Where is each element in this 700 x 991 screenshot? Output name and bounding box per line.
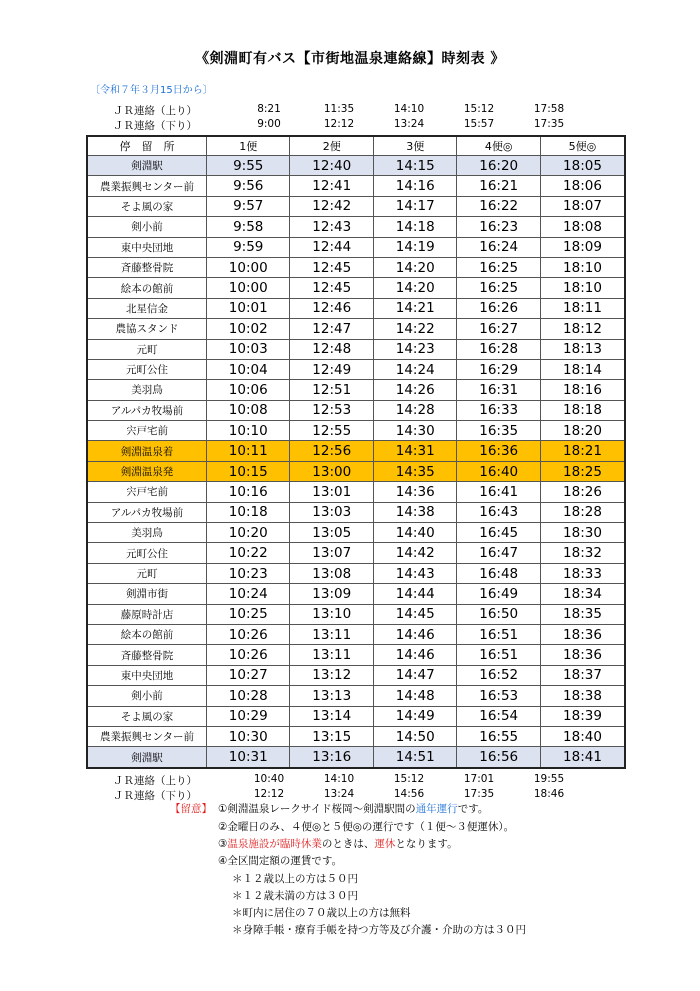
departure-time: 14:36 — [373, 482, 456, 502]
jr-connection-label: ＪＲ連絡（上り） — [113, 775, 197, 787]
table-row — [87, 176, 625, 196]
stop-name: 美羽鳥 — [87, 380, 207, 400]
note-3 — [218, 836, 458, 851]
departure-time: 16:43 — [457, 502, 540, 522]
departure-time: 13:08 — [290, 563, 373, 583]
departure-time: 13:03 — [290, 502, 373, 522]
departure-time: 18:21 — [540, 441, 625, 461]
departure-time: 18:37 — [540, 665, 625, 685]
stop-name: 剣小前 — [87, 686, 207, 706]
table-row — [87, 624, 625, 644]
table-row — [87, 726, 625, 746]
departure-time: 14:44 — [373, 584, 456, 604]
departure-time: 10:16 — [207, 482, 290, 502]
departure-time: 16:41 — [457, 482, 540, 502]
departure-time: 10:02 — [207, 319, 290, 339]
departure-time: 18:18 — [540, 400, 625, 420]
departure-time: 14:28 — [373, 400, 456, 420]
departure-time: 9:58 — [207, 217, 290, 237]
departure-time: 14:17 — [373, 196, 456, 216]
stop-name: 斉藤整骨院 — [87, 645, 207, 665]
table-row — [87, 278, 625, 298]
departure-time: 16:23 — [457, 217, 540, 237]
jr-connection-time: 15:57 — [463, 118, 495, 130]
stop-name: 剣小前 — [87, 217, 207, 237]
departure-time: 14:42 — [373, 543, 456, 563]
table-row — [87, 298, 625, 318]
stop-name: 農協スタンド — [87, 319, 207, 339]
departure-time: 9:55 — [207, 156, 290, 176]
table-row — [87, 502, 625, 522]
departure-time: 14:18 — [373, 217, 456, 237]
departure-time: 16:25 — [457, 257, 540, 277]
table-row — [87, 523, 625, 543]
departure-time: 18:36 — [540, 645, 625, 665]
departure-time: 14:16 — [373, 176, 456, 196]
jr-connection-time: 13:24 — [393, 118, 425, 130]
note-1-text: ①剣淵温泉レークサイド桜岡～剣淵駅間の — [218, 803, 416, 815]
departure-time: 16:29 — [457, 359, 540, 379]
header-run: 3便 — [373, 136, 456, 156]
departure-time: 12:40 — [290, 156, 373, 176]
departure-time: 14:35 — [373, 461, 456, 481]
header-run: 1便 — [207, 136, 290, 156]
header-run: 5便◎ — [540, 136, 625, 156]
departure-time: 18:36 — [540, 624, 625, 644]
departure-time: 10:06 — [207, 380, 290, 400]
jr-connection-label: ＪＲ連絡（上り） — [113, 105, 197, 117]
departure-time: 18:10 — [540, 257, 625, 277]
departure-time: 18:28 — [540, 502, 625, 522]
departure-time: 12:43 — [290, 217, 373, 237]
table-row — [87, 237, 625, 257]
note-3-suspend: 運休 — [374, 838, 396, 850]
departure-time: 18:10 — [540, 278, 625, 298]
jr-connection-label: ＪＲ連絡（下り） — [113, 120, 197, 132]
stop-name: 元町公住 — [87, 359, 207, 379]
departure-time: 10:20 — [207, 523, 290, 543]
departure-time: 10:25 — [207, 604, 290, 624]
departure-time: 10:26 — [207, 624, 290, 644]
departure-time: 13:00 — [290, 461, 373, 481]
jr-connection-row — [90, 103, 630, 118]
departure-time: 18:16 — [540, 380, 625, 400]
departure-time: 10:27 — [207, 665, 290, 685]
departure-time: 16:56 — [457, 747, 540, 768]
departure-time: 18:20 — [540, 421, 625, 441]
departure-time: 12:41 — [290, 176, 373, 196]
table-row — [87, 421, 625, 441]
departure-time: 10:29 — [207, 706, 290, 726]
departure-time: 12:51 — [290, 380, 373, 400]
departure-time: 16:54 — [457, 706, 540, 726]
table-row — [87, 217, 625, 237]
departure-time: 14:31 — [373, 441, 456, 461]
departure-time: 18:09 — [540, 237, 625, 257]
departure-time: 10:28 — [207, 686, 290, 706]
departure-time: 16:22 — [457, 196, 540, 216]
departure-time: 18:38 — [540, 686, 625, 706]
jr-connection-time: 11:35 — [323, 103, 355, 115]
header-stop: 停 留 所 — [87, 136, 207, 156]
jr-connection-time: 17:35 — [533, 118, 565, 130]
table-row — [87, 257, 625, 277]
table-row — [87, 319, 625, 339]
note-3-highlight: 温泉施設が臨時休業 — [227, 838, 322, 850]
stop-name: 剣淵温泉発 — [87, 461, 207, 481]
jr-connection-row — [90, 118, 630, 133]
departure-time: 10:18 — [207, 502, 290, 522]
departure-time: 16:40 — [457, 461, 540, 481]
departure-time: 13:07 — [290, 543, 373, 563]
stop-name: 剣淵駅 — [87, 747, 207, 768]
table-row — [87, 461, 625, 481]
departure-time: 16:24 — [457, 237, 540, 257]
note-3-text: のときは、 — [321, 838, 375, 850]
note-1-highlight: 通年運行 — [415, 803, 458, 815]
jr-connection-time: 17:35 — [463, 788, 495, 800]
departure-time: 14:43 — [373, 563, 456, 583]
note-1 — [218, 801, 488, 816]
table-row — [87, 665, 625, 685]
jr-connection-time: 17:58 — [533, 103, 565, 115]
departure-time: 10:30 — [207, 726, 290, 746]
departure-time: 12:48 — [290, 339, 373, 359]
stop-name: 農業振興センター前 — [87, 726, 207, 746]
jr-connection-time: 8:21 — [257, 103, 281, 115]
stop-name: 剣淵駅 — [87, 156, 207, 176]
departure-time: 12:42 — [290, 196, 373, 216]
stop-name: 絵本の館前 — [87, 278, 207, 298]
header-run: 2便 — [290, 136, 373, 156]
departure-time: 13:05 — [290, 523, 373, 543]
departure-time: 14:49 — [373, 706, 456, 726]
departure-time: 10:31 — [207, 747, 290, 768]
table-row — [87, 441, 625, 461]
stop-name: 宍戸宅前 — [87, 482, 207, 502]
departure-time: 10:24 — [207, 584, 290, 604]
departure-time: 18:40 — [540, 726, 625, 746]
departure-time: 14:50 — [373, 726, 456, 746]
departure-time: 12:55 — [290, 421, 373, 441]
departure-time: 14:48 — [373, 686, 456, 706]
departure-time: 18:12 — [540, 319, 625, 339]
departure-time: 16:50 — [457, 604, 540, 624]
note-3-end: となります。 — [395, 838, 458, 850]
departure-time: 12:56 — [290, 441, 373, 461]
note-4: ④全区間定額の運賃です。 — [218, 855, 343, 867]
fare-1: ＊１２歳以上の方は５０円 — [232, 873, 358, 885]
departure-time: 16:20 — [457, 156, 540, 176]
stop-name: 剣淵市街 — [87, 584, 207, 604]
departure-time: 18:25 — [540, 461, 625, 481]
stop-name: 東中央団地 — [87, 665, 207, 685]
departure-time: 14:24 — [373, 359, 456, 379]
departure-time: 16:49 — [457, 584, 540, 604]
departure-time: 13:11 — [290, 645, 373, 665]
table-row — [87, 196, 625, 216]
departure-time: 12:46 — [290, 298, 373, 318]
note-2: ②金曜日のみ、４便◎と５便◎の運行です（１便～３便運休）。 — [218, 821, 515, 833]
table-row — [87, 645, 625, 665]
departure-time: 14:46 — [373, 624, 456, 644]
departure-time: 14:15 — [373, 156, 456, 176]
departure-time: 16:55 — [457, 726, 540, 746]
jr-connection-time: 17:01 — [463, 773, 495, 785]
table-row — [87, 359, 625, 379]
departure-time: 10:03 — [207, 339, 290, 359]
table-row — [87, 380, 625, 400]
departure-time: 10:01 — [207, 298, 290, 318]
departure-time: 10:11 — [207, 441, 290, 461]
note-1-end: です。 — [457, 803, 489, 815]
departure-time: 13:10 — [290, 604, 373, 624]
departure-time: 18:05 — [540, 156, 625, 176]
departure-time: 18:08 — [540, 217, 625, 237]
departure-time: 10:04 — [207, 359, 290, 379]
jr-connection-time: 9:00 — [257, 118, 281, 130]
stop-name: そよ風の家 — [87, 196, 207, 216]
departure-time: 16:45 — [457, 523, 540, 543]
departure-time: 16:21 — [457, 176, 540, 196]
jr-connection-time: 18:46 — [533, 788, 565, 800]
departure-time: 14:45 — [373, 604, 456, 624]
departure-time: 16:47 — [457, 543, 540, 563]
stop-name: アルパカ牧場前 — [87, 400, 207, 420]
fare-2: ＊１２歳未満の方は３０円 — [232, 890, 358, 902]
departure-time: 14:30 — [373, 421, 456, 441]
stop-name: 斉藤整骨院 — [87, 257, 207, 277]
departure-time: 14:38 — [373, 502, 456, 522]
header-run: 4便◎ — [457, 136, 540, 156]
table-row — [87, 706, 625, 726]
stop-name: 美羽鳥 — [87, 523, 207, 543]
stop-name: 宍戸宅前 — [87, 421, 207, 441]
stop-name: アルパカ牧場前 — [87, 502, 207, 522]
departure-time: 18:39 — [540, 706, 625, 726]
departure-time: 13:16 — [290, 747, 373, 768]
departure-time: 12:49 — [290, 359, 373, 379]
stop-name: 元町 — [87, 563, 207, 583]
departure-time: 12:45 — [290, 257, 373, 277]
jr-connection-time: 12:12 — [323, 118, 355, 130]
timetable — [86, 135, 626, 769]
jr-connection-time: 15:12 — [463, 103, 495, 115]
jr-connection-row — [90, 773, 630, 788]
departure-time: 16:35 — [457, 421, 540, 441]
departure-time: 9:57 — [207, 196, 290, 216]
fare-3: ＊町内に居住の７０歳以上の方は無料 — [232, 907, 411, 919]
departure-time: 16:27 — [457, 319, 540, 339]
departure-time: 18:33 — [540, 563, 625, 583]
page-title: 《剣淵町有バス【市街地温泉連絡線】時刻表 》 — [195, 51, 505, 67]
header-row — [87, 136, 625, 156]
table-row — [87, 563, 625, 583]
jr-connection-time: 19:55 — [533, 773, 565, 785]
departure-time: 14:22 — [373, 319, 456, 339]
stop-name: 絵本の館前 — [87, 624, 207, 644]
departure-time: 10:15 — [207, 461, 290, 481]
departure-time: 18:32 — [540, 543, 625, 563]
departure-time: 12:44 — [290, 237, 373, 257]
departure-time: 16:51 — [457, 645, 540, 665]
departure-time: 13:14 — [290, 706, 373, 726]
departure-time: 18:07 — [540, 196, 625, 216]
departure-time: 12:53 — [290, 400, 373, 420]
departure-time: 13:12 — [290, 665, 373, 685]
table-row — [87, 584, 625, 604]
stop-name: 藤原時計店 — [87, 604, 207, 624]
departure-time: 13:09 — [290, 584, 373, 604]
departure-time: 13:13 — [290, 686, 373, 706]
departure-time: 16:51 — [457, 624, 540, 644]
departure-time: 18:34 — [540, 584, 625, 604]
departure-time: 10:23 — [207, 563, 290, 583]
stop-name: 北星信金 — [87, 298, 207, 318]
jr-connection-time: 14:10 — [393, 103, 425, 115]
table-row — [87, 747, 625, 768]
stop-name: 東中央団地 — [87, 237, 207, 257]
fare-4: ＊身障手帳・療育手帳を持つ方等及び介護・介助の方は３０円 — [232, 924, 526, 936]
jr-connection-time: 13:24 — [323, 788, 355, 800]
table-row — [87, 339, 625, 359]
departure-time: 18:30 — [540, 523, 625, 543]
departure-time: 16:36 — [457, 441, 540, 461]
departure-time: 18:41 — [540, 747, 625, 768]
departure-time: 10:00 — [207, 278, 290, 298]
stop-name: 農業振興センター前 — [87, 176, 207, 196]
table-row — [87, 543, 625, 563]
departure-time: 14:21 — [373, 298, 456, 318]
table-row — [87, 156, 625, 176]
table-row — [87, 482, 625, 502]
table-row — [87, 400, 625, 420]
departure-time: 13:15 — [290, 726, 373, 746]
departure-time: 18:26 — [540, 482, 625, 502]
jr-connection-time: 14:56 — [393, 788, 425, 800]
table-row — [87, 686, 625, 706]
departure-time: 14:40 — [373, 523, 456, 543]
departure-time: 18:06 — [540, 176, 625, 196]
departure-time: 18:11 — [540, 298, 625, 318]
departure-time: 18:35 — [540, 604, 625, 624]
departure-time: 12:45 — [290, 278, 373, 298]
jr-connection-time: 15:12 — [393, 773, 425, 785]
departure-time: 14:51 — [373, 747, 456, 768]
stop-name: そよ風の家 — [87, 706, 207, 726]
departure-time: 16:52 — [457, 665, 540, 685]
departure-time: 14:46 — [373, 645, 456, 665]
departure-time: 14:20 — [373, 278, 456, 298]
departure-time: 14:20 — [373, 257, 456, 277]
departure-time: 16:25 — [457, 278, 540, 298]
departure-time: 16:28 — [457, 339, 540, 359]
departure-time: 14:19 — [373, 237, 456, 257]
departure-time: 14:47 — [373, 665, 456, 685]
departure-time: 18:13 — [540, 339, 625, 359]
departure-time: 14:26 — [373, 380, 456, 400]
jr-connection-label: ＪＲ連絡（下り） — [113, 790, 197, 802]
departure-time: 16:53 — [457, 686, 540, 706]
stop-name: 元町公住 — [87, 543, 207, 563]
departure-time: 16:31 — [457, 380, 540, 400]
departure-time: 9:59 — [207, 237, 290, 257]
departure-time: 16:33 — [457, 400, 540, 420]
departure-time: 14:23 — [373, 339, 456, 359]
jr-connection-time: 14:10 — [323, 773, 355, 785]
departure-time: 9:56 — [207, 176, 290, 196]
departure-time: 10:22 — [207, 543, 290, 563]
departure-time: 18:14 — [540, 359, 625, 379]
departure-time: 10:26 — [207, 645, 290, 665]
departure-time: 13:11 — [290, 624, 373, 644]
stop-name: 元町 — [87, 339, 207, 359]
table-row — [87, 604, 625, 624]
departure-time: 13:01 — [290, 482, 373, 502]
note-3-num: ③ — [218, 838, 228, 850]
jr-connection-time: 12:12 — [253, 788, 285, 800]
departure-time: 16:26 — [457, 298, 540, 318]
jr-connection-time: 10:40 — [253, 773, 285, 785]
departure-time: 10:10 — [207, 421, 290, 441]
effective-date: 〔令和７年３月15日から〕 — [90, 85, 213, 96]
stop-name: 剣淵温泉着 — [87, 441, 207, 461]
notes-tag: 【留意】 — [170, 803, 212, 815]
departure-time: 12:47 — [290, 319, 373, 339]
departure-time: 10:00 — [207, 257, 290, 277]
departure-time: 16:48 — [457, 563, 540, 583]
departure-time: 10:08 — [207, 400, 290, 420]
